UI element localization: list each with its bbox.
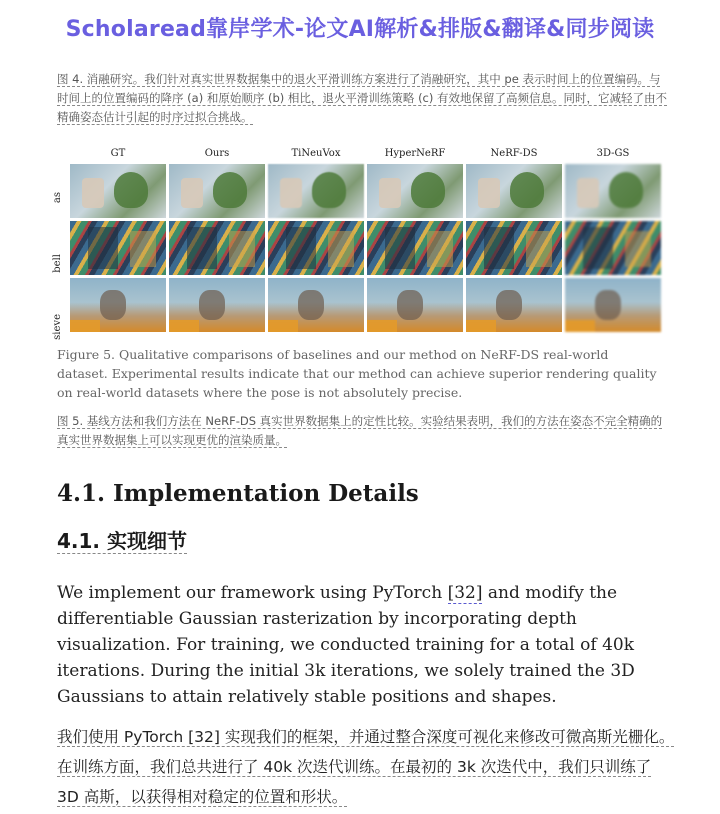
- thumbnail-sieve-hypernerf: [367, 278, 463, 332]
- thumbnail-sieve-nerf-ds: [466, 278, 562, 332]
- row-label-bell: bell: [52, 254, 63, 273]
- thumbnail-as-nerf-ds: [466, 164, 562, 218]
- scholaread-banner: Scholaread靠岸学术-论文AI解析&排版&翻译&同步阅读: [65, 17, 655, 42]
- thumbnail-bell-tineuvox: [268, 221, 364, 275]
- figure-5-caption-cn: [57, 412, 669, 450]
- thumbnail-as-3d-gs: [565, 164, 661, 218]
- thumbnail-as-hypernerf: [367, 164, 463, 218]
- section-heading-cn: [57, 525, 187, 554]
- thumbnail-bell-nerf-ds: [466, 221, 562, 275]
- figure-5-caption-cn-text: 图 5. 基线方法和我们方法在 NeRF-DS 真实世界数据集上的定性比较。实验结果表明，我们的方法在姿态不完全精确的真实世界数据集上可以实现更优的渲染质量。: [57, 414, 663, 447]
- column-header-ours: Ours: [204, 148, 230, 159]
- column-header-gt: GT: [110, 148, 126, 159]
- citation-link-32[interactable]: [32]: [447, 583, 483, 603]
- thumbnail-bell-hypernerf: [367, 221, 463, 275]
- thumbnail-sieve-ours: [169, 278, 265, 332]
- figure-5-image-grid: [52, 148, 664, 340]
- row-label-as: as: [52, 192, 63, 204]
- paragraph-en-part2: and modify the differentiable Gaussian rasterization by incorporating depth visualization. For training, we conducted training for a total of 40k iterations. During the initial 3k iterations, we solely trained the 3D Gaussians to attain relatively stable positions and shapes.: [57, 583, 635, 707]
- column-header-tineuvox: TiNeuVox: [291, 148, 341, 159]
- paragraph-cn: [57, 722, 677, 812]
- figure-4-caption-cn: [57, 70, 669, 127]
- paragraph-en: [57, 580, 669, 710]
- figure-5-caption-en: Figure 5. Qualitative comparisons of baselines and our method on NeRF-DS real-world dataset. Experimental results indicate that our method can achieve superior rendering quality on real-world datasets where the pose is not absolutely precise.: [57, 347, 657, 400]
- paragraph-cn-text: 我们使用 PyTorch [32] 实现我们的框架，并通过整合深度可视化来修改可微高斯光栅化。在训练方面，我们总共进行了 40k 次迭代训练。在最初的 3k 次迭代中，我们只训练了 3D 高斯，以获得相对稳定的位置和形状。: [57, 728, 675, 806]
- column-header-hypernerf: HyperNeRF: [384, 148, 446, 159]
- section-heading-en: 4.1. Implementation Details: [57, 480, 419, 507]
- thumbnail-sieve-tineuvox: [268, 278, 364, 332]
- thumbnail-as-gt: [70, 164, 166, 218]
- thumbnail-bell-3d-gs: [565, 221, 661, 275]
- thumbnail-sieve-3d-gs: [565, 278, 661, 332]
- column-header-nerf-ds: NeRF-DS: [490, 148, 538, 159]
- column-header-3d-gs: 3D-GS: [596, 148, 630, 159]
- thumbnail-sieve-gt: [70, 278, 166, 332]
- thumbnail-bell-ours: [169, 221, 265, 275]
- thumbnail-as-tineuvox: [268, 164, 364, 218]
- section-heading-cn-text: 4.1. 实现细节: [57, 529, 187, 553]
- row-label-sieve: sieve: [52, 314, 63, 340]
- thumbnail-as-ours: [169, 164, 265, 218]
- paragraph-en-part1: We implement our framework using PyTorch: [57, 583, 448, 603]
- thumbnail-bell-gt: [70, 221, 166, 275]
- figure-4-caption-cn-text: 图 4. 消融研究。我们针对真实世界数据集中的退火平滑训练方案进行了消融研究，其中 pe 表示时间上的位置编码。与时间上的位置编码的降序 (a) 和原始顺序 (b) 相比，退火平滑训练策略 (c) 有效地保留了高频信息。同时，它减轻了由不精确姿态估计引起的时序过拟合挑战。: [57, 72, 668, 124]
